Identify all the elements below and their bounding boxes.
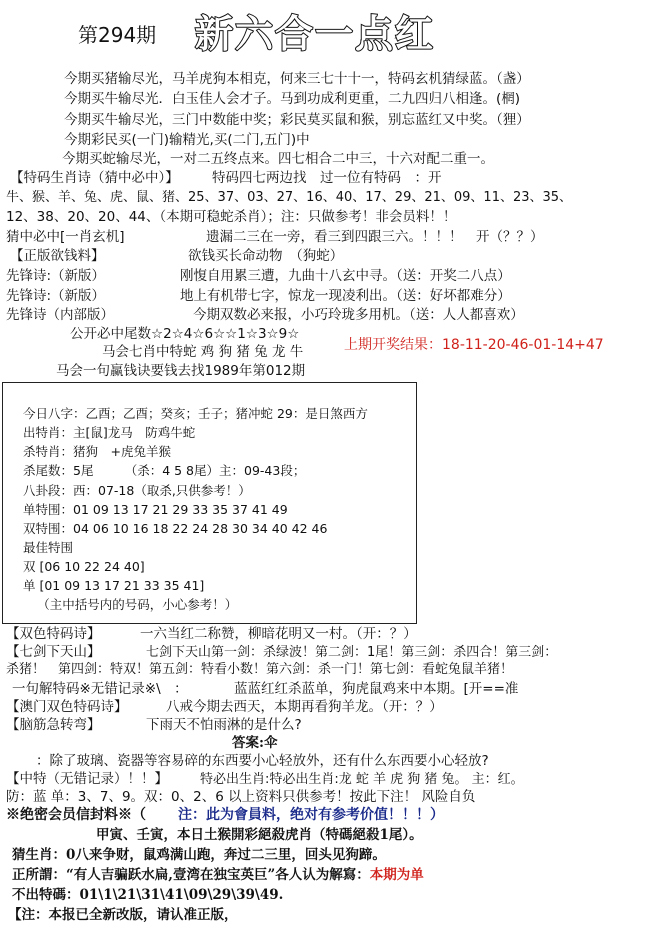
prediction-box bbox=[2, 382, 417, 624]
box-line: 八卦段：西：07-18（取杀,只供参考！） bbox=[23, 483, 251, 498]
section-text: 七剑下天山第一剑：杀绿波！第二剑：1尾！第三剑：杀四合！第三剑： bbox=[146, 645, 558, 660]
issue-number: 第294期 bbox=[78, 23, 157, 47]
section1-row4 bbox=[6, 228, 544, 246]
poem-label: 先锋诗:（新版） bbox=[6, 268, 106, 284]
number-line: 12、38、20、20、44、（本期可稳蛇杀肖）；注：只做参考！非会员料！！ bbox=[6, 209, 457, 225]
poem-label: 先锋诗（内部版） bbox=[6, 307, 114, 323]
section-label: 【脑筋急转弯】 bbox=[6, 717, 101, 733]
poem-text: 地上有机带七字，惊龙一现凌利出。（送：好坏都难分） bbox=[180, 288, 511, 304]
poem-line: 今期彩民买(一门)输精光,买(二门,五门)中 bbox=[64, 132, 310, 148]
box-line: 杀特肖：猪狗 +虎兔羊猴 bbox=[23, 444, 171, 459]
riddle-answer: 答案:伞 bbox=[232, 735, 278, 751]
one-line-row bbox=[12, 680, 518, 698]
tail-numbers: 公开必中尾数☆2☆4☆6☆☆1☆3☆9☆ bbox=[70, 326, 300, 342]
box-line: （主中括号内的号码，小心参考！） bbox=[31, 597, 238, 612]
number-line: 牛、猴、羊、兔、虎、鼠、猪、25、37、03、27、16、40、17、29、21、09、11、23、35、 bbox=[6, 190, 573, 205]
zheng-answer: 本期为单 bbox=[369, 867, 424, 883]
section-text: 欲钱买长命动物 （狗蛇） bbox=[188, 248, 344, 264]
zhongte-row bbox=[6, 770, 524, 789]
section-label: 【中特（无错记录）！！】 bbox=[6, 771, 168, 787]
section-label: 【双色特码诗】 bbox=[6, 626, 101, 642]
buchu-line: 不出特碼：01\1\21\31\41\09\29\39\49. bbox=[12, 887, 284, 903]
box-line: 单特围：01 09 13 17 21 29 33 35 37 41 49 bbox=[23, 502, 288, 517]
poem-line: 今期买猪输尽光，马羊虎狗本相克，何来三七十十一，特码玄机猜绿蓝。（盏） bbox=[64, 71, 530, 87]
poem-line: 今期买牛输尽光，三门中数能中奖；彩民莫买鼠和猴，别忘蓝红又中奖。（狸） bbox=[64, 112, 530, 128]
box-line: 今日八字：乙酉；乙酉；癸亥；壬子；猪冲蛇 29：是日煞西方 bbox=[23, 406, 368, 421]
box-line: 最佳特围 bbox=[23, 540, 74, 555]
note-line: 【注：本报已全新改版，请认准正版， bbox=[8, 907, 238, 923]
section-label: 【澳门双色特码诗】 bbox=[6, 699, 128, 715]
last-result: 18-11-20-46-01-14+47 bbox=[442, 337, 604, 353]
poem-text: 今期双数必来报，小巧玲珑多用机。（送：人人都喜欢） bbox=[193, 307, 524, 323]
secret-label: ※绝密会员信封料※（ bbox=[6, 807, 146, 823]
jiayin-line: 甲寅、壬寅，本日土猴開彩絕殺虎肖（特碼絕殺1尾）。 bbox=[96, 827, 423, 843]
section-text: 特必出生肖:特必出生肖:龙 蛇 羊 虎 狗 猪 兔。 主：红。 bbox=[200, 772, 524, 787]
poem-row bbox=[6, 267, 511, 285]
secret-note: 注：此为會員料，绝对有参考价值！！！） bbox=[178, 807, 444, 823]
seven-zodiac: 马会七肖中特蛇 鸡 狗 猪 兔 龙 牛 bbox=[102, 344, 304, 360]
section1-row bbox=[10, 169, 442, 187]
macau-row bbox=[6, 698, 443, 716]
riddle-text: ：除了玻璃、瓷器等容易碎的东西要小心轻放外，还有什么东西要小心轻放? bbox=[36, 753, 489, 769]
section2-row bbox=[10, 247, 343, 265]
seven-sword-row bbox=[6, 643, 557, 662]
seven-row bbox=[102, 337, 604, 361]
box-line: 杀尾数：5尾 （杀：4 5 8尾）主：09-43段； bbox=[23, 463, 306, 478]
riddle-row bbox=[6, 716, 302, 734]
riddle-text: 下雨天不怕雨淋的是什么? bbox=[146, 717, 302, 733]
double-color-row bbox=[6, 625, 417, 643]
box-line: 双特围：04 06 10 16 18 22 24 28 30 34 40 42 46 bbox=[23, 521, 328, 536]
poem-text: 刚愎自用累三遭，九曲十八玄中寻。（送：开奖二八点） bbox=[180, 268, 511, 284]
section-text: 杀猪！ 第四剑：特双！第五剑：特看小数！第六剑：杀一门！第七剑：看蛇兔鼠羊猪！ bbox=[6, 662, 514, 677]
section-text: 遗漏二三在一旁，看三到四跟三六。！！！ 开（？？） bbox=[206, 229, 544, 245]
section-label: 【七剑下天山】 bbox=[6, 644, 101, 660]
poem-row bbox=[6, 306, 524, 324]
poem-line: 今期买蛇输尽光，一对二五终点来。四七相合二中三，十六对配二重一。 bbox=[62, 151, 494, 167]
section-label: 【特码生肖诗（猜中必中）】 bbox=[10, 170, 179, 186]
section-text: 一六当红二称赞，柳暗花明又一村。（开：？） bbox=[140, 626, 417, 642]
section-label: 猜中必中[一肖玄机] bbox=[6, 229, 125, 245]
section-text: 特码四七两边找 过一位有特码 ：开 bbox=[212, 170, 442, 186]
box-line: 出特肖：主[鼠]龙马 防鸡牛蛇 bbox=[23, 425, 196, 440]
last-result-label: 上期开奖结果： bbox=[344, 337, 442, 353]
box-line: 单 [01 09 13 17 21 33 35 41] bbox=[23, 578, 205, 593]
horse-line: 马会一句赢钱诀要钱去找1989年第012期 bbox=[56, 363, 306, 379]
title-logo: 新六合一点红 bbox=[195, 12, 436, 56]
poem-line: 今期买牛输尽光．白玉佳人会才子。马到功成利更重，二九四归八相逢。(棢) bbox=[64, 91, 521, 107]
poem-row bbox=[6, 287, 511, 305]
poem-label: 先锋诗:（新版） bbox=[6, 288, 106, 304]
section-label: 一句解特码※无错记录※\ ： bbox=[12, 681, 188, 697]
zheng-line: 正所謂：“有人吉骗跃水扁,壹湾在独宝英巨”各人认为解寫： bbox=[12, 867, 370, 883]
section-text: 八戒今期去西天，本期再看狗羊龙。（开：？） bbox=[166, 699, 443, 715]
zheng-row bbox=[12, 866, 424, 884]
section-text: 防：蓝 单：3、7、9。双：0、2、6 以上资料只供参考！按此下注！ 风险自负 bbox=[6, 789, 476, 805]
section-label: 【正版欲钱料】 bbox=[10, 248, 105, 264]
secret-row bbox=[6, 806, 444, 824]
section-text: 蓝蓝红红杀蓝单，狗虎鼠鸡来中本期。[开==准 bbox=[234, 681, 519, 697]
box-line: 双 [06 10 22 24 40] bbox=[23, 559, 145, 574]
guess-line: 猜生肖：0八来争财，鼠鸡满山跑，奔过二三里，回头见狗蹄。 bbox=[12, 847, 386, 863]
